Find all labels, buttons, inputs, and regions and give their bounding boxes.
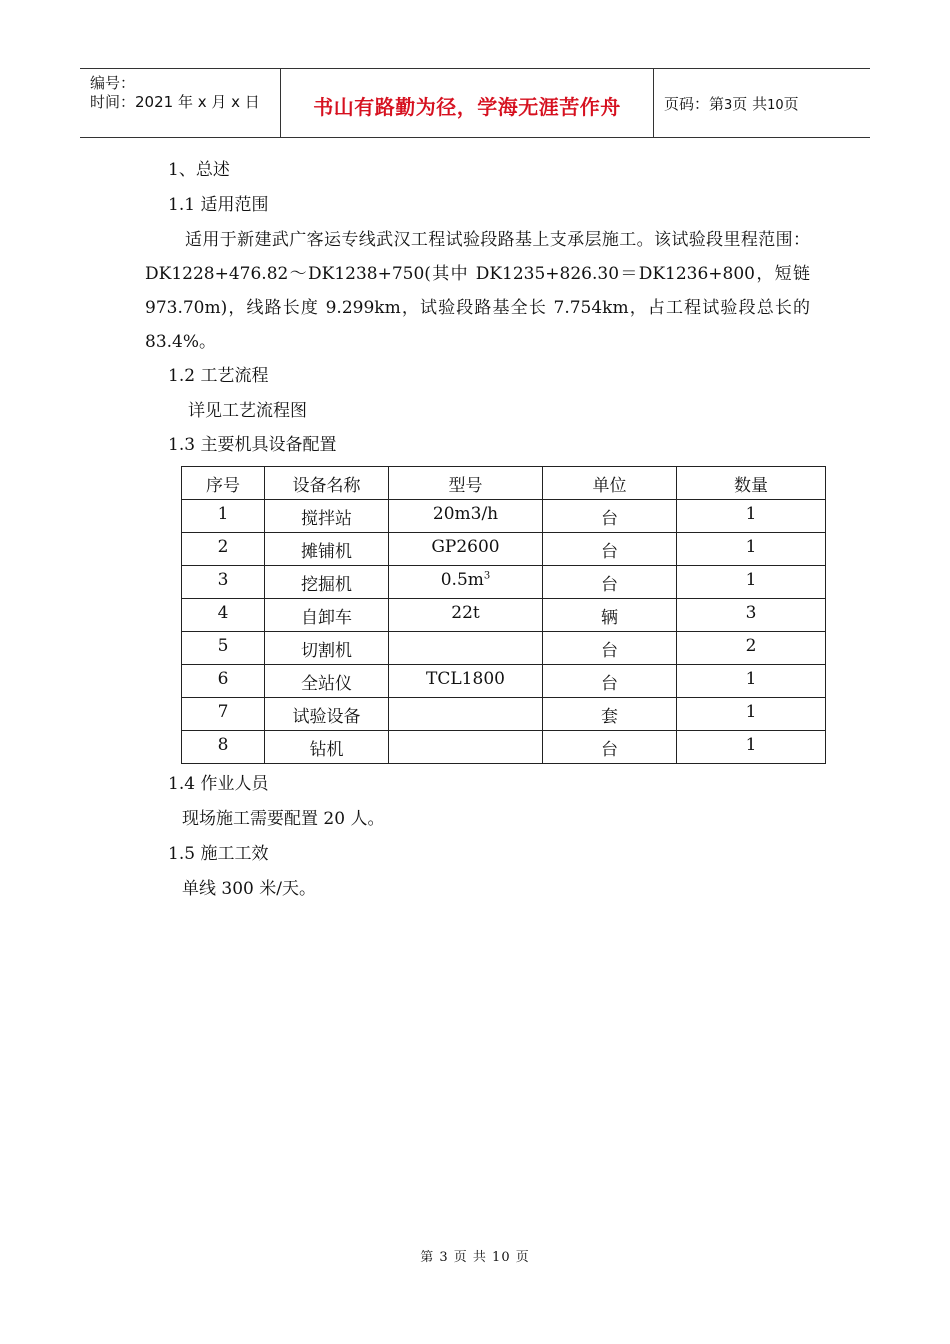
cell-name: 切割机 — [265, 632, 389, 665]
cell-no: 2 — [182, 533, 265, 566]
cell-qty: 1 — [677, 566, 826, 599]
header-page-indicator — [664, 93, 799, 114]
equipment-table — [181, 466, 826, 764]
header-meta-cell — [80, 69, 281, 137]
cell-no: 4 — [182, 599, 265, 632]
table-row — [182, 665, 826, 698]
cell-qty: 2 — [677, 632, 826, 665]
cell-no: 1 — [182, 500, 265, 533]
column-header-qty: 数量 — [677, 467, 826, 500]
header-motto-cell — [281, 69, 654, 137]
section-heading-efficiency: 1.5 施工工效 — [168, 844, 269, 864]
cell-no: 7 — [182, 698, 265, 731]
cell-unit: 台 — [543, 566, 677, 599]
cell-unit: 台 — [543, 731, 677, 764]
cell-model: GP2600 — [389, 533, 543, 566]
header-motto: 书山有路勤为径，学海无涯苦作舟 — [313, 95, 621, 119]
cell-model — [389, 632, 543, 665]
pager-current: 3 — [724, 98, 733, 113]
column-header-model: 型号 — [389, 467, 543, 500]
cell-name: 摊铺机 — [265, 533, 389, 566]
cell-no: 5 — [182, 632, 265, 665]
column-header-no: 序号 — [182, 467, 265, 500]
column-header-unit: 单位 — [543, 467, 677, 500]
cell-model: $0.5m^3$ — [389, 566, 543, 599]
section-heading-scope: 1.1 适用范围 — [168, 195, 269, 215]
cell-name: 搅拌站 — [265, 500, 389, 533]
table-row — [182, 500, 826, 533]
cell-model — [389, 731, 543, 764]
section-heading-overview: 1、总述 — [168, 160, 230, 180]
page-header — [80, 68, 870, 138]
document-number-label: 编号： — [90, 74, 136, 92]
staff-text: 现场施工需要配置 20 人。 — [182, 809, 385, 829]
cell-name: 全站仪 — [265, 665, 389, 698]
cell-unit: 台 — [543, 665, 677, 698]
cell-qty: 1 — [677, 731, 826, 764]
table-row — [182, 566, 826, 599]
cell-name: 挖掘机 — [265, 566, 389, 599]
cell-unit: 套 — [543, 698, 677, 731]
header-pager-cell — [654, 69, 870, 137]
section-heading-staff: 1.4 作业人员 — [168, 774, 269, 794]
cell-unit: 台 — [543, 533, 677, 566]
pager-prefix: 页码：第 — [664, 95, 725, 113]
page-footer: 第 3 页 共 10 页 — [420, 1250, 530, 1265]
table-header-row — [182, 467, 826, 500]
cell-qty: 1 — [677, 665, 826, 698]
cell-unit: 辆 — [543, 599, 677, 632]
cell-model: 20m3/h — [389, 500, 543, 533]
cell-model: 22t — [389, 599, 543, 632]
scope-paragraph: 适用于新建武广客运专线武汉工程试验段路基上支承层施工。该试验段里程范围：DK1228+476.82～DK1238+750(其中 DK1235+826.30＝DK1236+800，短链 973.70m)，线路长度 9.299km，试验段路基全长 7.754km，占工程试验段总长的 83.4%。 — [145, 230, 810, 352]
column-header-name: 设备名称 — [265, 467, 389, 500]
cell-name: 试验设备 — [265, 698, 389, 731]
table-row — [182, 599, 826, 632]
cell-qty: 1 — [677, 500, 826, 533]
pager-total: 10 — [767, 98, 784, 113]
pager-mid: 页 共 — [732, 95, 768, 113]
section-heading-process: 1.2 工艺流程 — [168, 366, 269, 386]
cell-no: 8 — [182, 731, 265, 764]
cell-no: 3 — [182, 566, 265, 599]
cell-no: 6 — [182, 665, 265, 698]
process-text: 详见工艺流程图 — [188, 401, 307, 421]
cell-unit: 台 — [543, 500, 677, 533]
cell-qty: 1 — [677, 698, 826, 731]
table-row — [182, 533, 826, 566]
cell-name: 钻机 — [265, 731, 389, 764]
cell-name: 自卸车 — [265, 599, 389, 632]
section-heading-equipment: 1.3 主要机具设备配置 — [168, 435, 337, 455]
table-row — [182, 698, 826, 731]
table-row — [182, 632, 826, 665]
document-date-label: 时间：2021 年 x 月 x 日 — [90, 93, 260, 111]
pager-suffix: 页 — [783, 95, 799, 113]
efficiency-text: 单线 300 米/天。 — [182, 879, 316, 899]
cell-unit: 台 — [543, 632, 677, 665]
cell-qty: 1 — [677, 533, 826, 566]
cell-model — [389, 698, 543, 731]
cell-model: TCL1800 — [389, 665, 543, 698]
table-row — [182, 731, 826, 764]
cell-qty: 3 — [677, 599, 826, 632]
